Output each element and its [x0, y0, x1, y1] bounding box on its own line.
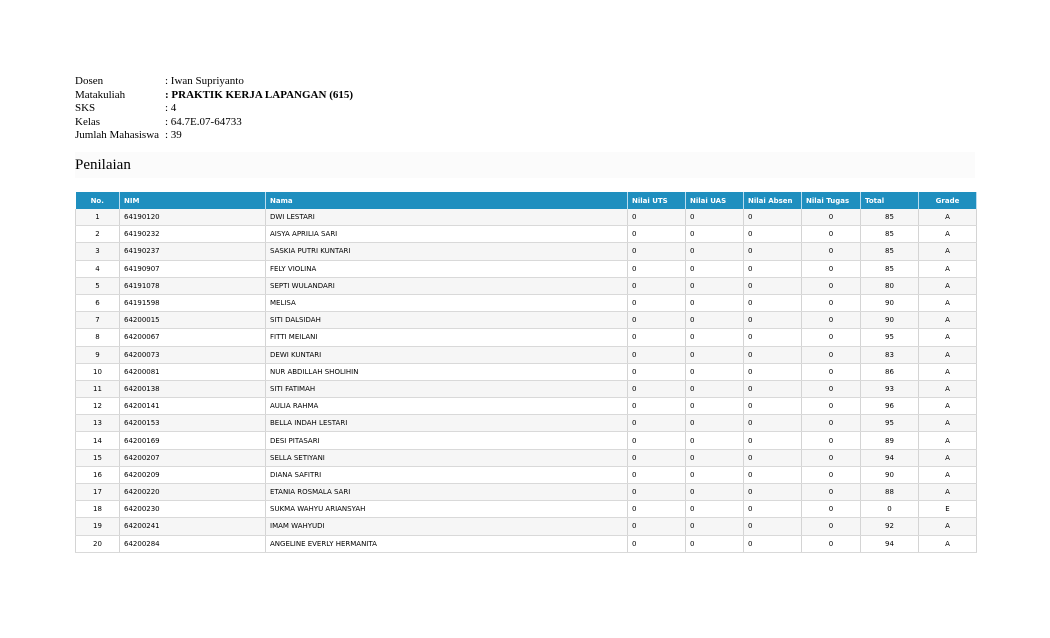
table-cell: A [919, 209, 977, 226]
table-cell: 64190120 [120, 209, 266, 226]
table-cell: 0 [686, 449, 744, 466]
table-cell: 64200209 [120, 466, 266, 483]
table-row [76, 484, 977, 501]
table-cell: 0 [802, 277, 861, 294]
info-value: : PRAKTIK KERJA LAPANGAN (615) [165, 88, 354, 101]
table-cell: 0 [628, 535, 686, 552]
table-cell: 64200241 [120, 518, 266, 535]
table-cell: 1 [76, 209, 120, 226]
table-cell: 64200220 [120, 484, 266, 501]
table-cell: 3 [76, 243, 120, 260]
table-cell: 0 [628, 294, 686, 311]
table-cell: 0 [802, 226, 861, 243]
table-cell: 0 [744, 363, 802, 380]
table-cell: 0 [744, 501, 802, 518]
table-cell: 85 [861, 209, 919, 226]
table-cell: 0 [744, 449, 802, 466]
table-cell: 0 [744, 398, 802, 415]
table-cell: 64190237 [120, 243, 266, 260]
table-cell: 0 [628, 329, 686, 346]
table-cell: A [919, 312, 977, 329]
table-cell: 0 [802, 380, 861, 397]
table-cell: A [919, 294, 977, 311]
table-cell: 0 [802, 329, 861, 346]
table-cell: E [919, 501, 977, 518]
table-cell: 0 [744, 243, 802, 260]
table-cell: 64191598 [120, 294, 266, 311]
table-cell: 0 [802, 415, 861, 432]
table-cell: 64200081 [120, 363, 266, 380]
table-cell: 64200284 [120, 535, 266, 552]
table-cell: DEWI KUNTARI [266, 346, 628, 363]
grades-table [75, 192, 977, 553]
info-row [75, 102, 975, 116]
table-cell: 8 [76, 329, 120, 346]
column-header: Nilai Absen [744, 192, 802, 209]
course-info [75, 75, 975, 143]
table-cell: DIANA SAFITRI [266, 466, 628, 483]
table-cell: 0 [744, 432, 802, 449]
column-header: Total [861, 192, 919, 209]
table-row [76, 363, 977, 380]
table-cell: 64200067 [120, 329, 266, 346]
table-cell: 64200073 [120, 346, 266, 363]
table-cell: 20 [76, 535, 120, 552]
table-cell: FITTI MEILANI [266, 329, 628, 346]
table-cell: AULIA RAHMA [266, 398, 628, 415]
table-cell: FELY VIOLINA [266, 260, 628, 277]
table-cell: 0 [686, 243, 744, 260]
info-row [75, 129, 975, 143]
table-cell: SELLA SETIYANI [266, 449, 628, 466]
table-row [76, 415, 977, 432]
table-cell: 0 [802, 294, 861, 311]
table-cell: 16 [76, 466, 120, 483]
table-cell: A [919, 363, 977, 380]
info-label: Dosen [75, 75, 104, 87]
info-row [75, 116, 975, 130]
table-row [76, 501, 977, 518]
table-cell: 0 [744, 380, 802, 397]
table-cell: 0 [744, 260, 802, 277]
table-cell: 64200207 [120, 449, 266, 466]
table-cell: 0 [802, 432, 861, 449]
table-row [76, 226, 977, 243]
table-cell: 0 [744, 277, 802, 294]
table-cell: 96 [861, 398, 919, 415]
table-row [76, 398, 977, 415]
table-cell: A [919, 535, 977, 552]
table-cell: 0 [744, 312, 802, 329]
table-cell: A [919, 329, 977, 346]
table-cell: A [919, 484, 977, 501]
table-cell: SITI FATIMAH [266, 380, 628, 397]
table-cell: 90 [861, 294, 919, 311]
table-row [76, 518, 977, 535]
table-cell: 12 [76, 398, 120, 415]
table-cell: 0 [744, 346, 802, 363]
table-row [76, 294, 977, 311]
info-label: Jumlah Mahasiswa [75, 129, 160, 141]
info-label: SKS [75, 102, 96, 114]
info-row [75, 75, 975, 89]
info-value: : Iwan Supriyanto [165, 75, 244, 87]
info-label: Kelas [75, 115, 101, 128]
table-cell: 0 [744, 535, 802, 552]
table-cell: 64200169 [120, 432, 266, 449]
table-cell: 0 [686, 535, 744, 552]
table-cell: 0 [686, 329, 744, 346]
table-cell: 64200138 [120, 380, 266, 397]
table-cell: 64200153 [120, 415, 266, 432]
table-cell: 0 [628, 501, 686, 518]
table-cell: 0 [686, 466, 744, 483]
table-cell: 0 [686, 312, 744, 329]
table-row [76, 243, 977, 260]
table-row [76, 432, 977, 449]
table-cell: 0 [802, 501, 861, 518]
info-value: : 64.7E.07-64733 [165, 115, 242, 128]
table-cell: A [919, 277, 977, 294]
table-cell: 0 [686, 363, 744, 380]
table-cell: SITI DALSIDAH [266, 312, 628, 329]
table-cell: 0 [802, 209, 861, 226]
table-cell: 14 [76, 432, 120, 449]
table-cell: 0 [744, 466, 802, 483]
table-row [76, 346, 977, 363]
table-cell: 4 [76, 260, 120, 277]
table-cell: A [919, 243, 977, 260]
table-cell: 0 [744, 209, 802, 226]
table-cell: 0 [686, 346, 744, 363]
table-cell: 93 [861, 380, 919, 397]
info-value: : 39 [165, 129, 182, 141]
table-cell: 80 [861, 277, 919, 294]
table-row [76, 535, 977, 552]
column-header: Nilai UTS [628, 192, 686, 209]
table-cell: 0 [628, 398, 686, 415]
table-cell: 0 [744, 415, 802, 432]
table-cell: 0 [802, 243, 861, 260]
table-cell: A [919, 260, 977, 277]
table-cell: 0 [802, 518, 861, 535]
table-cell: 85 [861, 226, 919, 243]
table-cell: 0 [802, 363, 861, 380]
table-cell: 0 [861, 501, 919, 518]
table-cell: 0 [802, 398, 861, 415]
table-cell: AISYA APRILIA SARI [266, 226, 628, 243]
table-cell: 0 [686, 226, 744, 243]
table-cell: 64190232 [120, 226, 266, 243]
table-cell: 0 [628, 415, 686, 432]
table-row [76, 329, 977, 346]
table-cell: 85 [861, 243, 919, 260]
table-cell: 88 [861, 484, 919, 501]
table-cell: 18 [76, 501, 120, 518]
table-cell: 0 [628, 209, 686, 226]
table-cell: 0 [744, 226, 802, 243]
table-cell: 11 [76, 380, 120, 397]
table-row [76, 260, 977, 277]
table-cell: 0 [628, 312, 686, 329]
section-title: Penilaian [75, 152, 975, 178]
table-cell: 83 [861, 346, 919, 363]
table-cell: 0 [802, 535, 861, 552]
table-cell: 90 [861, 466, 919, 483]
table-cell: NUR ABDILLAH SHOLIHIN [266, 363, 628, 380]
column-header: NIM [120, 192, 266, 209]
table-cell: 0 [628, 466, 686, 483]
info-row [75, 89, 975, 103]
table-cell: A [919, 226, 977, 243]
table-cell: 0 [744, 329, 802, 346]
table-row [76, 209, 977, 226]
table-cell: 0 [628, 518, 686, 535]
table-cell: SASKIA PUTRI KUNTARI [266, 243, 628, 260]
table-cell: A [919, 380, 977, 397]
table-cell: 0 [802, 484, 861, 501]
info-label: Matakuliah [75, 88, 126, 101]
table-cell: 10 [76, 363, 120, 380]
table-cell: 13 [76, 415, 120, 432]
table-cell: 0 [744, 518, 802, 535]
table-cell: 0 [628, 380, 686, 397]
table-cell: 0 [744, 294, 802, 311]
table-cell: 95 [861, 415, 919, 432]
table-cell: 7 [76, 312, 120, 329]
table-cell: 0 [802, 312, 861, 329]
table-cell: A [919, 466, 977, 483]
table-row [76, 312, 977, 329]
table-cell: IMAM WAHYUDI [266, 518, 628, 535]
table-cell: 86 [861, 363, 919, 380]
table-cell: A [919, 346, 977, 363]
table-cell: 19 [76, 518, 120, 535]
table-cell: A [919, 518, 977, 535]
table-cell: 0 [686, 501, 744, 518]
table-cell: ANGELINE EVERLY HERMANITA [266, 535, 628, 552]
table-row [76, 449, 977, 466]
table-cell: SEPTI WULANDARI [266, 277, 628, 294]
table-cell: 0 [686, 518, 744, 535]
table-cell: 64200015 [120, 312, 266, 329]
table-cell: 0 [628, 277, 686, 294]
table-cell: 0 [802, 466, 861, 483]
table-cell: 0 [628, 432, 686, 449]
table-cell: 17 [76, 484, 120, 501]
table-cell: 85 [861, 260, 919, 277]
table-cell: 6 [76, 294, 120, 311]
table-header-row [76, 192, 977, 209]
table-cell: 95 [861, 329, 919, 346]
table-cell: 94 [861, 535, 919, 552]
table-cell: 64200230 [120, 501, 266, 518]
table-cell: 0 [628, 260, 686, 277]
table-cell: A [919, 415, 977, 432]
table-cell: 0 [802, 346, 861, 363]
table-cell: 0 [744, 484, 802, 501]
table-cell: 90 [861, 312, 919, 329]
table-cell: 0 [686, 415, 744, 432]
table-cell: 0 [802, 449, 861, 466]
table-cell: 9 [76, 346, 120, 363]
table-cell: 0 [686, 380, 744, 397]
table-cell: 64191078 [120, 277, 266, 294]
table-cell: 0 [628, 363, 686, 380]
table-cell: 64190907 [120, 260, 266, 277]
table-cell: A [919, 398, 977, 415]
table-cell: 0 [802, 260, 861, 277]
table-cell: SUKMA WAHYU ARIANSYAH [266, 501, 628, 518]
table-cell: 0 [686, 484, 744, 501]
table-cell: 0 [686, 432, 744, 449]
table-cell: BELLA INDAH LESTARI [266, 415, 628, 432]
table-cell: 2 [76, 226, 120, 243]
table-cell: DWI LESTARI [266, 209, 628, 226]
table-cell: 0 [686, 209, 744, 226]
table-cell: 15 [76, 449, 120, 466]
table-cell: 92 [861, 518, 919, 535]
column-header: Grade [919, 192, 977, 209]
table-cell: 0 [686, 294, 744, 311]
info-value: : 4 [165, 102, 177, 114]
column-header: Nilai Tugas [802, 192, 861, 209]
column-header: Nama [266, 192, 628, 209]
table-row [76, 277, 977, 294]
table-cell: 0 [628, 449, 686, 466]
table-cell: 5 [76, 277, 120, 294]
table-row [76, 466, 977, 483]
column-header: Nilai UAS [686, 192, 744, 209]
table-cell: A [919, 432, 977, 449]
table-cell: 0 [686, 398, 744, 415]
table-cell: 0 [628, 243, 686, 260]
table-cell: 64200141 [120, 398, 266, 415]
table-cell: 94 [861, 449, 919, 466]
table-cell: A [919, 449, 977, 466]
table-cell: 0 [628, 346, 686, 363]
column-header: No. [76, 192, 120, 209]
table-cell: MELISA [266, 294, 628, 311]
table-cell: 0 [628, 226, 686, 243]
table-cell: 89 [861, 432, 919, 449]
table-cell: DESI PITASARI [266, 432, 628, 449]
table-cell: ETANIA ROSMALA SARI [266, 484, 628, 501]
table-cell: 0 [686, 277, 744, 294]
table-cell: 0 [628, 484, 686, 501]
table-row [76, 380, 977, 397]
table-cell: 0 [686, 260, 744, 277]
